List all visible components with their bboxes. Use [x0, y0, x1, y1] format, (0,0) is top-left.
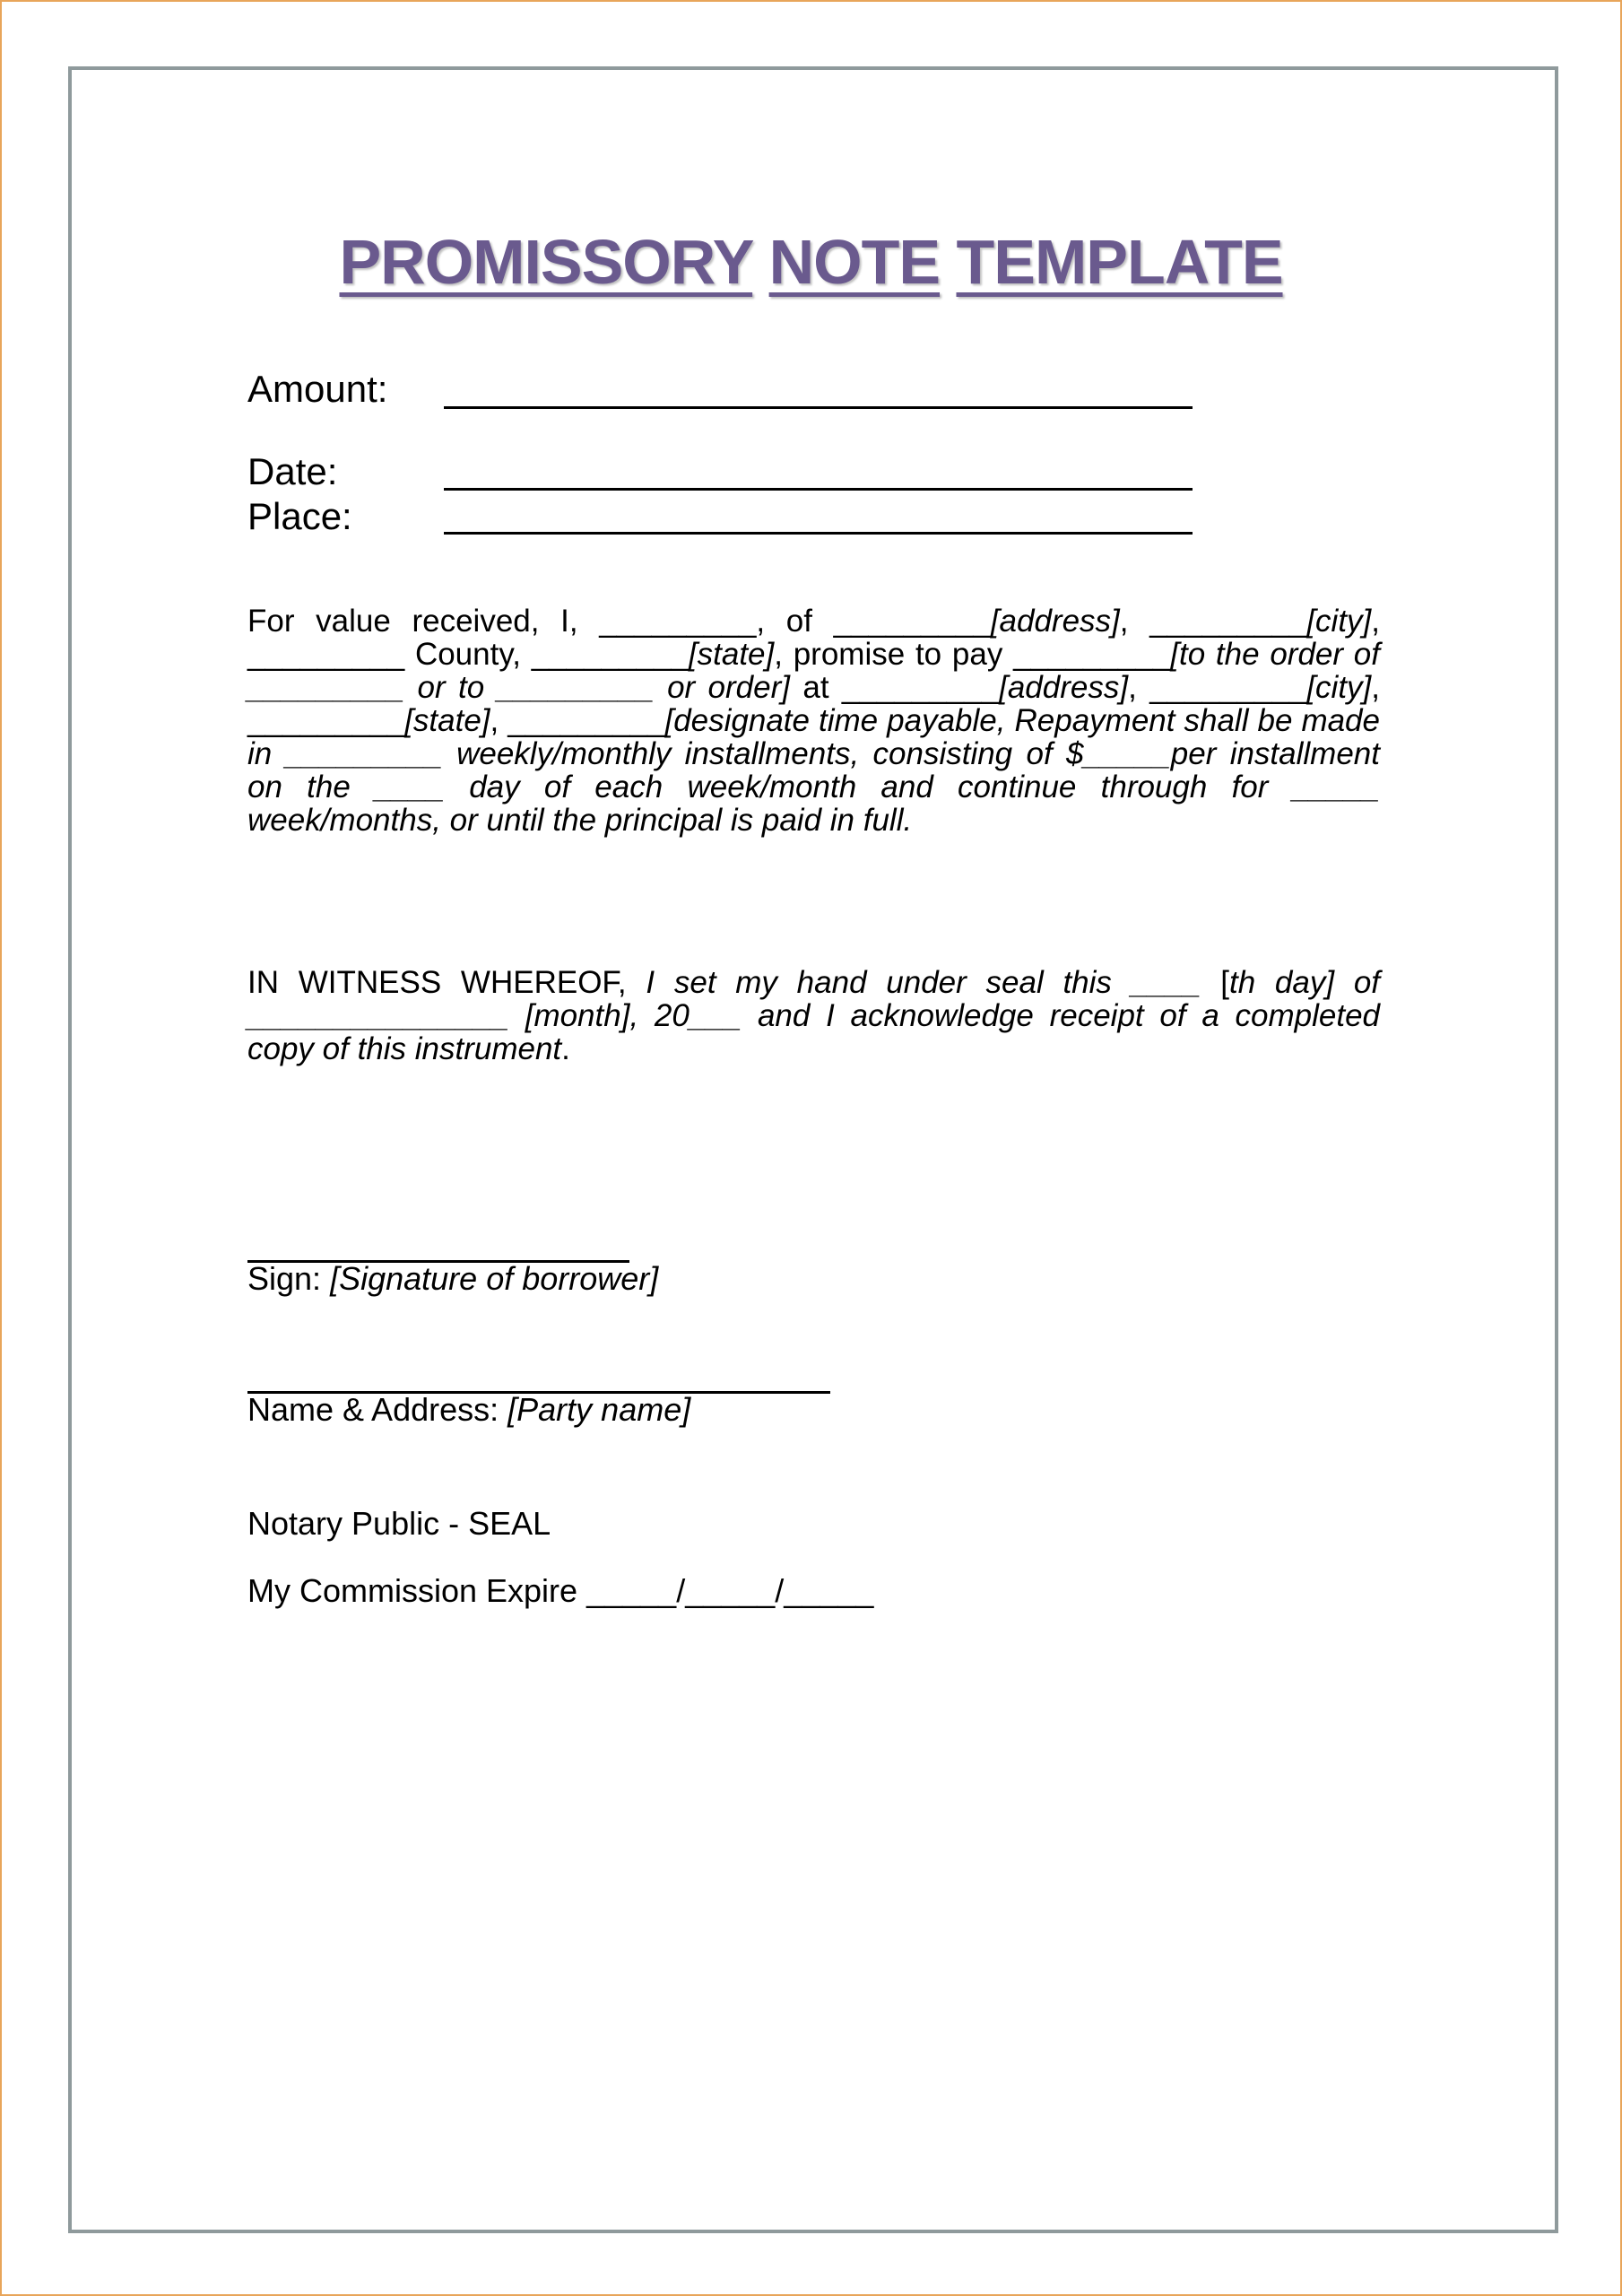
title-word-template: TEMPLATE: [956, 227, 1283, 297]
sign-label: Sign:: [247, 1260, 322, 1297]
document-title: [0, 226, 1622, 298]
notary-seal: - SEAL: [439, 1505, 551, 1542]
value-received-paragraph: For value received, I, _________, of _________[address], _________[city], _________ County, _________[state], promise to pay _________[to the order of _________ or to _________ or order] at _________[address], _________[city], _________[state], _________[designate time payable, Repayment shall be made in _________ weekly/monthly installments, consisting of $_____per installment on the ____ day of each week/month and continue through for _____ week/months, or until the principal is paid in full.: [247, 604, 1381, 838]
paragraph-lead: For value received,: [247, 604, 540, 639]
name-address-row: [247, 1391, 690, 1429]
place-label: Place:: [247, 495, 352, 537]
title-word-note: NOTE: [768, 227, 941, 297]
place-field-line[interactable]: [444, 532, 1193, 535]
notary-row: [247, 1505, 551, 1543]
witness-lead: IN WITNESS WHEREOF,: [247, 965, 627, 1000]
commission-date-blanks[interactable]: _____/_____/_____: [577, 1572, 874, 1609]
name-address-label: Name & Address:: [247, 1391, 499, 1428]
witness-paragraph: IN WITNESS WHEREOF, I set my hand under seal this ____ [th day] of _______________ [month], 20___ and I acknowledge receipt of a completed copy of this instrument.: [247, 965, 1381, 1066]
commission-row: [247, 1572, 873, 1610]
sign-placeholder: [Signature of borrower]: [330, 1260, 659, 1297]
date-field-line[interactable]: [444, 488, 1193, 491]
title-word-promissory: PROMISSORY: [339, 227, 753, 297]
amount-field-line[interactable]: [444, 406, 1193, 409]
amount-label: Amount:: [247, 368, 388, 410]
commission-label: My Commission Expire: [247, 1572, 578, 1609]
name-address-placeholder: [Party name]: [507, 1391, 691, 1428]
sign-row: [247, 1260, 658, 1298]
notary-label: Notary Public: [247, 1505, 440, 1542]
date-label: Date:: [247, 450, 338, 492]
